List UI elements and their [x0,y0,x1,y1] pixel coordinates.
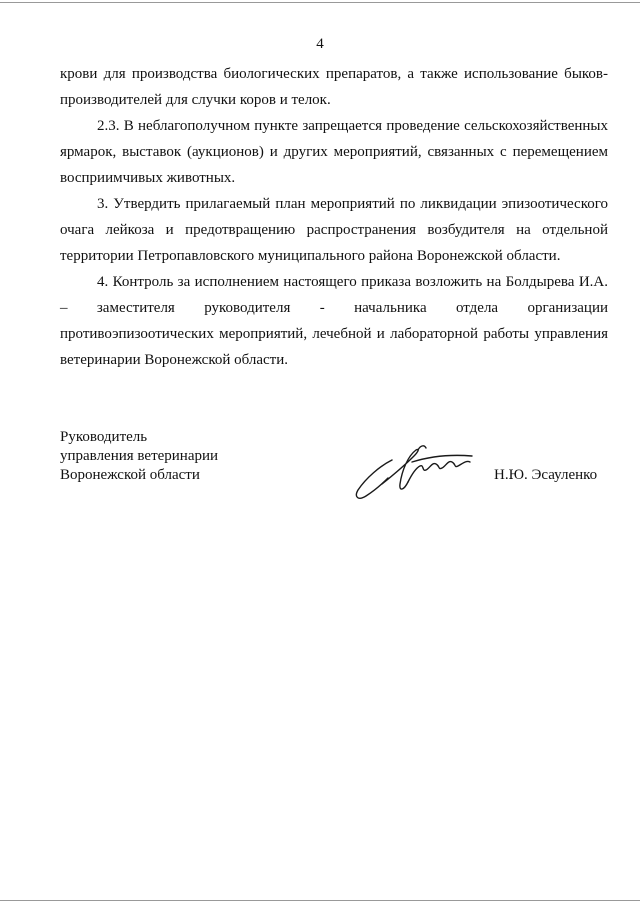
paragraph-continuation: крови для производства биологических препаратов, а также использование быков-производителей для случки коров и телок. [60,66,608,108]
paragraph-3: 3. Утвердить прилагаемый план мероприятий по ликвидации эпизоотического очага лейкоза и предотвращению распространения возбудителя на отдельной территории Петропавловского муниципального района Воронежской области. [60,196,608,264]
position-line: управления ветеринарии [60,448,219,464]
bottom-scan-edge [0,900,640,901]
paragraph-4: 4. Контроль за исполнением настоящего приказа возложить на Болдырева И.А. – заместителя руководителя - начальника отдела организации противоэпизоотических мероприятий, лечебной и лабораторной работы управления ветеринарии Воронежской области. [60,274,608,368]
top-scan-edge [0,2,640,3]
page-number: 4 [316,36,324,52]
position-line: Руководитель [60,429,148,445]
signatory-name: Н.Ю. Эсауленко [494,467,598,483]
paragraph-2-3: 2.3. В неблагополучном пункте запрещается проведение сельскохозяйственных ярмарок, выставок (аукционов) и других мероприятий, связанных с перемещением восприимчивых животных. [60,118,608,186]
document-body [60,61,608,373]
handwritten-signature [352,440,488,504]
position-line: Воронежской области [60,467,200,483]
signatory-position [60,428,218,485]
